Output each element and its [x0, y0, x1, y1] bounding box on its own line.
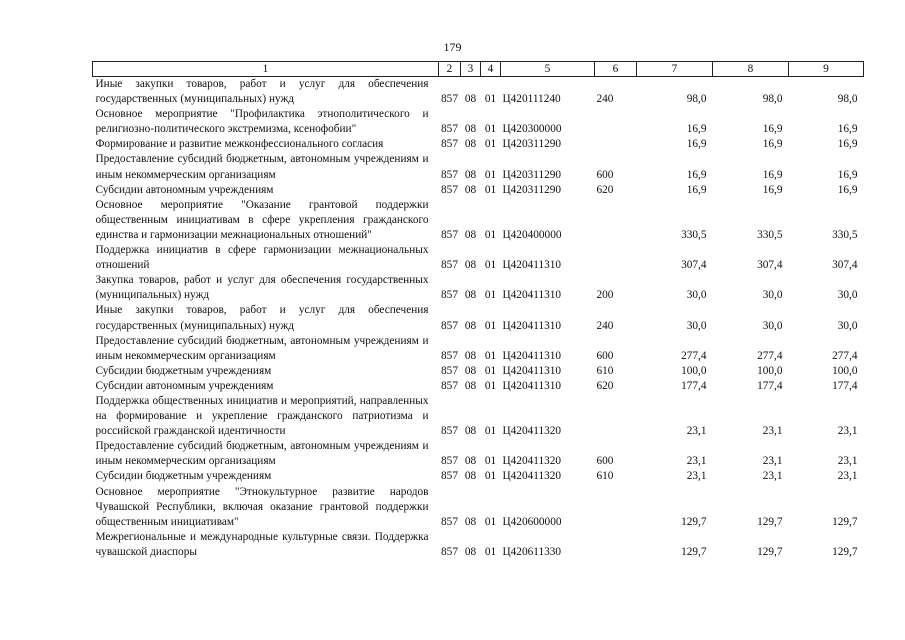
header-col-3: 3: [461, 62, 481, 77]
section-code-cell: 08: [464, 515, 477, 528]
section-code-cell: 08: [464, 470, 477, 483]
target-article-cell: Ц420411310: [502, 349, 562, 362]
amount-col-7-cell: 129,7: [681, 545, 707, 558]
expense-type-cell: [595, 485, 637, 530]
ministry-code-cell: 857: [441, 168, 458, 181]
section-code-cell: 08: [464, 289, 477, 302]
amount-col-9-cell: 23,1: [837, 470, 858, 483]
ministry-code-cell: 857: [441, 379, 458, 392]
amount-col-9-cell: 307,4: [832, 259, 858, 272]
description-cell: Субсидии бюджетным учреждениям: [95, 470, 272, 483]
amount-col-7-cell: 16,9: [686, 183, 707, 196]
amount-col-9-cell: 100,0: [832, 364, 858, 377]
amount-col-8-cell: 129,7: [757, 545, 783, 558]
expense-type-cell: 600: [596, 168, 614, 181]
table-row: [93, 107, 864, 137]
target-article-cell: Ц420611330: [502, 545, 562, 558]
target-article-cell: Ц420411320: [502, 455, 562, 468]
subsection-code-cell: 01: [484, 289, 497, 302]
section-code-cell: 08: [464, 364, 477, 377]
amount-col-9-cell: 16,9: [837, 183, 858, 196]
section-code-cell: 08: [464, 259, 477, 272]
amount-col-8-cell: 16,9: [762, 168, 783, 181]
table-row: [93, 198, 864, 243]
target-article-cell: Ц420411310: [502, 289, 562, 302]
target-article-cell: Ц420311290: [502, 168, 562, 181]
expense-type-cell: [595, 394, 637, 439]
table-row: [93, 530, 864, 560]
expense-type-cell: 240: [596, 93, 614, 106]
ministry-code-cell: 857: [441, 470, 458, 483]
description-cell: Закупка товаров, работ и услуг для обеспечения государственных (муниципальных) нужд: [95, 274, 429, 302]
amount-col-8-cell: 16,9: [762, 138, 783, 151]
section-code-cell: 08: [464, 545, 477, 558]
header-col-8: 8: [713, 62, 789, 77]
expense-type-cell: 610: [596, 470, 614, 483]
amount-col-9-cell: 16,9: [837, 138, 858, 151]
description-cell: Субсидии автономным учреждениям: [95, 183, 274, 196]
section-code-cell: 08: [464, 183, 477, 196]
section-code-cell: 08: [464, 138, 477, 151]
subsection-code-cell: 01: [484, 168, 497, 181]
table-row: [93, 334, 864, 364]
header-col-1: 1: [93, 62, 439, 77]
amount-col-8-cell: 16,9: [762, 183, 783, 196]
ministry-code-cell: 857: [441, 228, 458, 241]
amount-col-9-cell: 129,7: [832, 515, 858, 528]
amount-col-7-cell: 23,1: [686, 470, 707, 483]
amount-col-8-cell: 100,0: [757, 364, 783, 377]
section-code-cell: 08: [464, 319, 477, 332]
header-col-9: 9: [789, 62, 864, 77]
subsection-code-cell: 01: [484, 425, 497, 438]
target-article-cell: Ц420411320: [502, 425, 562, 438]
target-article-cell: Ц420411310: [502, 364, 562, 377]
table-row: [93, 183, 864, 198]
ministry-code-cell: 857: [441, 364, 458, 377]
table-row: [93, 273, 864, 303]
description-cell: Основное мероприятие "Оказание грантовой поддержки общественным инициативам в сфере укрепления гражданского единства и гармонизации межнациональных отношений": [95, 198, 429, 241]
amount-col-9-cell: 277,4: [832, 349, 858, 362]
subsection-code-cell: 01: [484, 455, 497, 468]
expense-type-cell: 240: [596, 319, 614, 332]
description-cell: Поддержка общественных инициатив и мероприятий, направленных на формирование и укрепление гражданского патриотизма и российской гражданской идентичности: [95, 394, 429, 438]
table-row: [93, 303, 864, 333]
subsection-code-cell: 01: [484, 470, 497, 483]
ministry-code-cell: 857: [441, 138, 458, 151]
amount-col-7-cell: 16,9: [686, 123, 707, 136]
amount-col-7-cell: 307,4: [681, 259, 707, 272]
subsection-code-cell: 01: [484, 228, 497, 241]
amount-col-7-cell: 16,9: [686, 168, 707, 181]
description-cell: Субсидии автономным учреждениям: [95, 379, 274, 392]
expense-type-cell: 610: [596, 364, 614, 377]
amount-col-8-cell: 30,0: [762, 319, 783, 332]
header-row: [93, 62, 864, 77]
description-cell: Иные закупки товаров, работ и услуг для обеспечения государственных (муниципальных) нужд: [95, 78, 429, 106]
header-col-6: 6: [595, 62, 637, 77]
amount-col-7-cell: 30,0: [686, 289, 707, 302]
subsection-code-cell: 01: [484, 138, 497, 151]
amount-col-8-cell: 277,4: [757, 349, 783, 362]
target-article-cell: Ц420111240: [502, 93, 561, 106]
target-article-cell: Ц420411310: [502, 319, 562, 332]
expense-type-cell: 620: [596, 183, 614, 196]
ministry-code-cell: 857: [441, 183, 458, 196]
ministry-code-cell: 857: [441, 349, 458, 362]
description-cell: Основное мероприятие "Этнокультурное развитие народов Чувашской Республики, включая оказание грантовой поддержки общественным инициативам": [95, 485, 429, 528]
amount-col-9-cell: 23,1: [837, 425, 858, 438]
amount-col-9-cell: 30,0: [837, 319, 858, 332]
header-col-5: 5: [501, 62, 595, 77]
description-cell: Предоставление субсидий бюджетным, автономным учреждениям и иным некоммерческим организациям: [95, 334, 429, 362]
amount-col-8-cell: 23,1: [762, 455, 783, 468]
section-code-cell: 08: [464, 425, 477, 438]
amount-col-7-cell: 16,9: [686, 138, 707, 151]
subsection-code-cell: 01: [484, 349, 497, 362]
ministry-code-cell: 857: [441, 93, 458, 106]
amount-col-9-cell: 98,0: [837, 93, 858, 106]
expense-type-cell: [595, 243, 637, 273]
ministry-code-cell: 857: [441, 545, 458, 558]
expense-type-cell: [595, 107, 637, 137]
page-number: 179: [443, 40, 462, 54]
subsection-code-cell: 01: [484, 545, 497, 558]
target-article-cell: Ц420600000: [502, 515, 562, 528]
amount-col-7-cell: 129,7: [681, 515, 707, 528]
amount-col-9-cell: 30,0: [837, 289, 858, 302]
description-cell: Предоставление субсидий бюджетным, автономным учреждениям и иным некоммерческим организациям: [95, 153, 429, 181]
target-article-cell: Ц420300000: [502, 123, 562, 136]
expense-type-cell: [595, 198, 637, 243]
table-row: [93, 243, 864, 273]
amount-col-8-cell: 23,1: [762, 425, 783, 438]
header-col-4: 4: [481, 62, 501, 77]
table-row: [93, 137, 864, 152]
ministry-code-cell: 857: [441, 259, 458, 272]
amount-col-8-cell: 98,0: [762, 93, 783, 106]
expense-type-cell: 600: [596, 349, 614, 362]
ministry-code-cell: 857: [441, 123, 458, 136]
table-row: [93, 439, 864, 469]
table-row: [93, 379, 864, 394]
description-cell: Межрегиональные и международные культурные связи. Поддержка чувашской диаспоры: [95, 530, 429, 558]
amount-col-9-cell: 23,1: [837, 455, 858, 468]
expense-type-cell: 600: [596, 455, 614, 468]
section-code-cell: 08: [464, 228, 477, 241]
table-row: [93, 364, 864, 379]
header-col-7: 7: [637, 62, 713, 77]
ministry-code-cell: 857: [441, 289, 458, 302]
section-code-cell: 08: [464, 349, 477, 362]
amount-col-7-cell: 98,0: [686, 93, 707, 106]
expense-type-cell: 200: [596, 289, 614, 302]
amount-col-9-cell: 129,7: [832, 545, 858, 558]
target-article-cell: Ц420411310: [502, 259, 562, 272]
subsection-code-cell: 01: [484, 123, 497, 136]
budget-table: [92, 61, 864, 560]
subsection-code-cell: 01: [484, 319, 497, 332]
expense-type-cell: 620: [596, 379, 614, 392]
section-code-cell: 08: [464, 455, 477, 468]
description-cell: Иные закупки товаров, работ и услуг для обеспечения государственных (муниципальных) нужд: [95, 304, 429, 332]
expense-type-cell: [595, 137, 637, 152]
amount-col-9-cell: 177,4: [832, 379, 858, 392]
section-code-cell: 08: [464, 93, 477, 106]
amount-col-7-cell: 277,4: [681, 349, 707, 362]
amount-col-8-cell: 307,4: [757, 259, 783, 272]
amount-col-9-cell: 330,5: [832, 228, 858, 241]
amount-col-8-cell: 30,0: [762, 289, 783, 302]
target-article-cell: Ц420311290: [502, 183, 562, 196]
ministry-code-cell: 857: [441, 455, 458, 468]
description-cell: Основное мероприятие "Профилактика этнополитического и религиозно-политического экстремизма, ксенофобии": [95, 108, 429, 136]
table-row: [93, 152, 864, 182]
amount-col-7-cell: 100,0: [681, 364, 707, 377]
amount-col-7-cell: 23,1: [686, 455, 707, 468]
amount-col-7-cell: 23,1: [686, 425, 707, 438]
subsection-code-cell: 01: [484, 515, 497, 528]
subsection-code-cell: 01: [484, 93, 497, 106]
amount-col-8-cell: 330,5: [757, 228, 783, 241]
section-code-cell: 08: [464, 379, 477, 392]
target-article-cell: Ц420411310: [502, 379, 562, 392]
amount-col-8-cell: 16,9: [762, 123, 783, 136]
table-row: [93, 485, 864, 530]
description-cell: Предоставление субсидий бюджетным, автономным учреждениям и иным некоммерческим организациям: [95, 440, 429, 468]
description-cell: Субсидии бюджетным учреждениям: [95, 364, 272, 377]
amount-col-7-cell: 30,0: [686, 319, 707, 332]
amount-col-8-cell: 177,4: [757, 379, 783, 392]
ministry-code-cell: 857: [441, 425, 458, 438]
subsection-code-cell: 01: [484, 364, 497, 377]
target-article-cell: Ц420400000: [502, 228, 562, 241]
subsection-code-cell: 01: [484, 183, 497, 196]
table-row: [93, 469, 864, 484]
amount-col-8-cell: 23,1: [762, 470, 783, 483]
header-col-2: 2: [439, 62, 461, 77]
section-code-cell: 08: [464, 168, 477, 181]
description-cell: Поддержка инициатив в сфере гармонизации межнациональных отношений: [95, 244, 429, 272]
ministry-code-cell: 857: [441, 319, 458, 332]
subsection-code-cell: 01: [484, 259, 497, 272]
amount-col-8-cell: 129,7: [757, 515, 783, 528]
description-cell: Формирование и развитие межконфессионального согласия: [95, 138, 384, 151]
table-row: [93, 394, 864, 439]
expense-type-cell: [595, 530, 637, 560]
target-article-cell: Ц420411320: [502, 470, 562, 483]
amount-col-9-cell: 16,9: [837, 123, 858, 136]
amount-col-7-cell: 330,5: [681, 228, 707, 241]
target-article-cell: Ц420311290: [502, 138, 562, 151]
ministry-code-cell: 857: [441, 515, 458, 528]
subsection-code-cell: 01: [484, 379, 497, 392]
amount-col-9-cell: 16,9: [837, 168, 858, 181]
amount-col-7-cell: 177,4: [681, 379, 707, 392]
table-row: [93, 77, 864, 108]
section-code-cell: 08: [464, 123, 477, 136]
